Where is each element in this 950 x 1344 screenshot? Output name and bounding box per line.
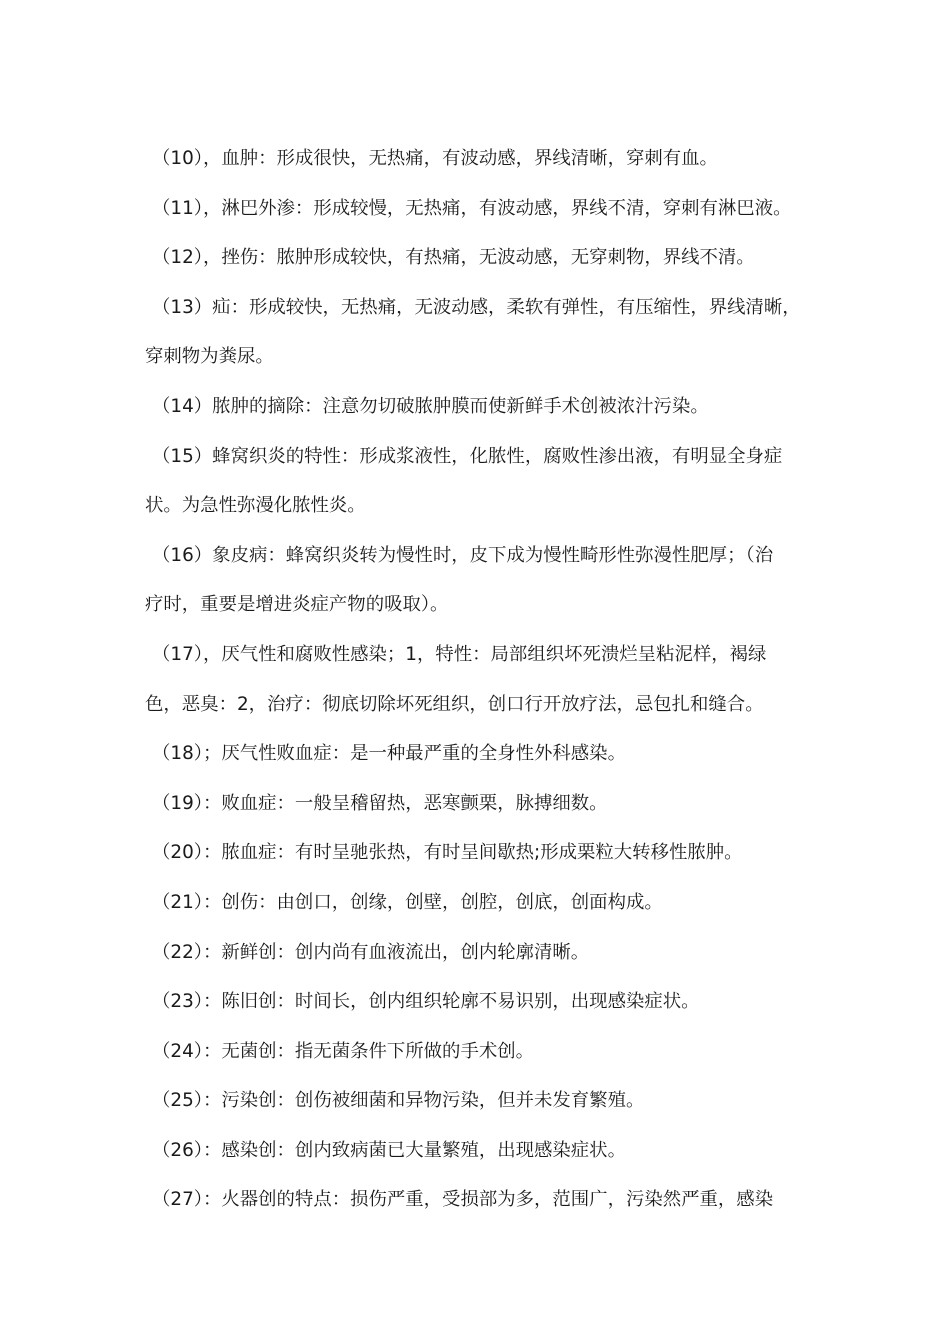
text-line: 色，恶臭：2，治疗：彻底切除坏死组织，创口行开放疗法，忌包扎和缝合。 bbox=[145, 693, 764, 715]
text-line: 穿刺物为粪尿。 bbox=[145, 346, 274, 368]
text-line: （25）：污染创：创伤被细菌和异物污染，但并未发育繁殖。 bbox=[152, 1090, 645, 1112]
text-line: （26）：感染创：创内致病菌已大量繁殖，出现感染症状。 bbox=[152, 1139, 626, 1161]
text-line: （15）蜂窝织炎的特性：形成浆液性，化脓性，腐败性渗出液，有明显全身症 bbox=[152, 445, 783, 467]
text-line: （14）脓肿的摘除：注意勿切破脓肿膜而使新鲜手术创被浓汁污染。 bbox=[152, 395, 709, 417]
text-line: （11），淋巴外渗：形成较慢，无热痛，有波动感，界线不清，穿刺有淋巴液。 bbox=[152, 197, 792, 219]
text-line: （23）：陈旧创：时间长，创内组织轮廓不易识别，出现感染症状。 bbox=[152, 991, 700, 1013]
text-line: 疗时，重要是增进炎症产物的吸取）。 bbox=[145, 594, 449, 616]
text-line: （20）：脓血症：有时呈驰张热，有时呈间歇热;形成栗粒大转移性脓肿。 bbox=[152, 842, 743, 864]
text-line: （22）：新鲜创：创内尚有血液流出，创内轮廓清晰。 bbox=[152, 941, 590, 963]
text-line: 状。为急性弥漫化脓性炎。 bbox=[145, 495, 366, 517]
document-body bbox=[145, 134, 820, 1225]
text-line: （24）：无菌创：指无菌条件下所做的手术创。 bbox=[152, 1040, 535, 1062]
text-line: （17），厌气性和腐败性感染；1，特性：局部组织坏死溃烂呈粘泥样，褐绿 bbox=[152, 643, 767, 665]
text-line: （16）象皮病：蜂窝织炎转为慢性时，皮下成为慢性畸形性弥漫性肥厚；（治 bbox=[152, 544, 774, 566]
text-line: （10），血肿：形成很快，无热痛，有波动感，界线清晰，穿刺有血。 bbox=[152, 148, 718, 169]
text-line: （18）；厌气性败血症：是一种最严重的全身性外科感染。 bbox=[152, 743, 626, 765]
text-line: （12），挫伤：脓肿形成较快，有热痛，无波动感，无穿刺物，界线不清。 bbox=[152, 247, 755, 269]
text-line: （19）：败血症：一般呈稽留热，恶寒颤栗，脉搏细数。 bbox=[152, 792, 608, 814]
text-line: （13）疝：形成较快，无热痛，无波动感，柔软有弹性，有压缩性，界线清晰， bbox=[152, 296, 801, 318]
text-line: （27）：火器创的特点：损伤严重，受损部为多，范围广，污染然严重，感染 bbox=[152, 1189, 774, 1211]
text-line: （21）：创伤：由创口，创缘，创壁，创腔，创底，创面构成。 bbox=[152, 891, 663, 913]
